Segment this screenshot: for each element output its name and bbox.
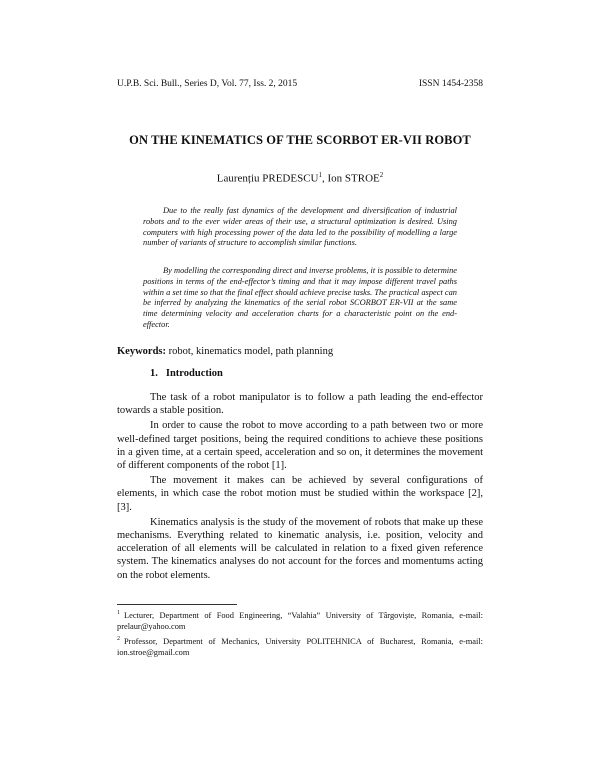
issn: ISSN 1454-2358 — [418, 79, 483, 89]
footnote — [117, 634, 483, 658]
keywords-label: Keywords: — [117, 346, 166, 357]
author-line — [90, 171, 510, 185]
paper-title: ON THE KINEMATICS OF THE SCORBOT ER-VII ROBOT — [129, 133, 471, 147]
running-header — [117, 79, 483, 89]
section-number: 1. — [150, 368, 158, 379]
section-heading — [150, 368, 223, 379]
abstract-paragraph: Due to the really fast dynamics of the development and diversification of industrial robots and to the ever wider areas of their use, a structural optimization is desired. Using computers with high processing power of the data led to the possibility of modelling a large number of variants of structure to accomplish similar functions. — [143, 206, 457, 248]
footnote-text: Lecturer, Department of Food Engineering, “Valahia” University of Târgoviște, Romania, e-mail: prelaur@yahoo.com — [117, 610, 483, 631]
journal-citation: U.P.B. Sci. Bull., Series D, Vol. 77, Iss. 2, 2015 — [117, 79, 298, 89]
body-paragraph: The task of a robot manipulator is to follow a path leading the end-effector towards a stable position. — [117, 392, 483, 417]
body-paragraph: Kinematics analysis is the study of the movement of robots that make up these mechanisms. Everything related to kinematic analysis, i.e. position, velocity and acceleration of all elements will be calculated in relation to a fixed given reference system. The kinematics analyses do not account for the forces and momentums acting on the robot elements. — [117, 516, 483, 581]
abstract-block — [143, 206, 457, 249]
footnote-number: 2 — [117, 635, 120, 642]
footnote-mark: 1 — [318, 171, 322, 179]
abstract-paragraph: By modelling the corresponding direct and inverse problems, it is possible to determine positions in terms of the end-effector’s timing and that it may impose different travel paths within a set time so that the final effect should achieve precise tasks. The practical aspect can be inferred by analyzing the kinematics of the serial robot SCORBOT ER-VII at the same time determining velocity and acceleration charts for a characteristic point on the end-effector. — [143, 266, 457, 329]
section-title: Introduction — [165, 368, 223, 379]
body-paragraph: The movement it makes can be achieved by several configurations of elements, in which case the robot motion must be studied within the workspace [2], [3]. — [117, 475, 483, 513]
footnote-number: 1 — [117, 610, 120, 616]
abstract-block — [143, 266, 457, 331]
footnote-mark: 2 — [379, 171, 384, 179]
keywords-text: robot, kinematics model, path planning — [166, 346, 334, 357]
footnotes — [117, 608, 483, 660]
author-name: Ion STROE — [327, 172, 380, 185]
body-text — [117, 391, 483, 584]
footnote-separator — [117, 604, 237, 605]
author-separator: , — [322, 172, 328, 185]
footnote — [117, 608, 483, 632]
body-paragraph: In order to cause the robot to move according to a path between two or more well-defined target positions, being the required conditions to achieve these positions in a given time, at a certain speed, acceleration and so on, it determines the movement of different components of the robot [1]. — [117, 420, 483, 472]
footnote-text: Professor, Department of Mechanics, University POLITEHNICA of Bucharest, Romania, e-mail: ion.stroe@gmail.com — [117, 636, 483, 657]
keywords — [117, 346, 483, 357]
author-name: Laurențiu PREDESCU — [216, 172, 319, 185]
